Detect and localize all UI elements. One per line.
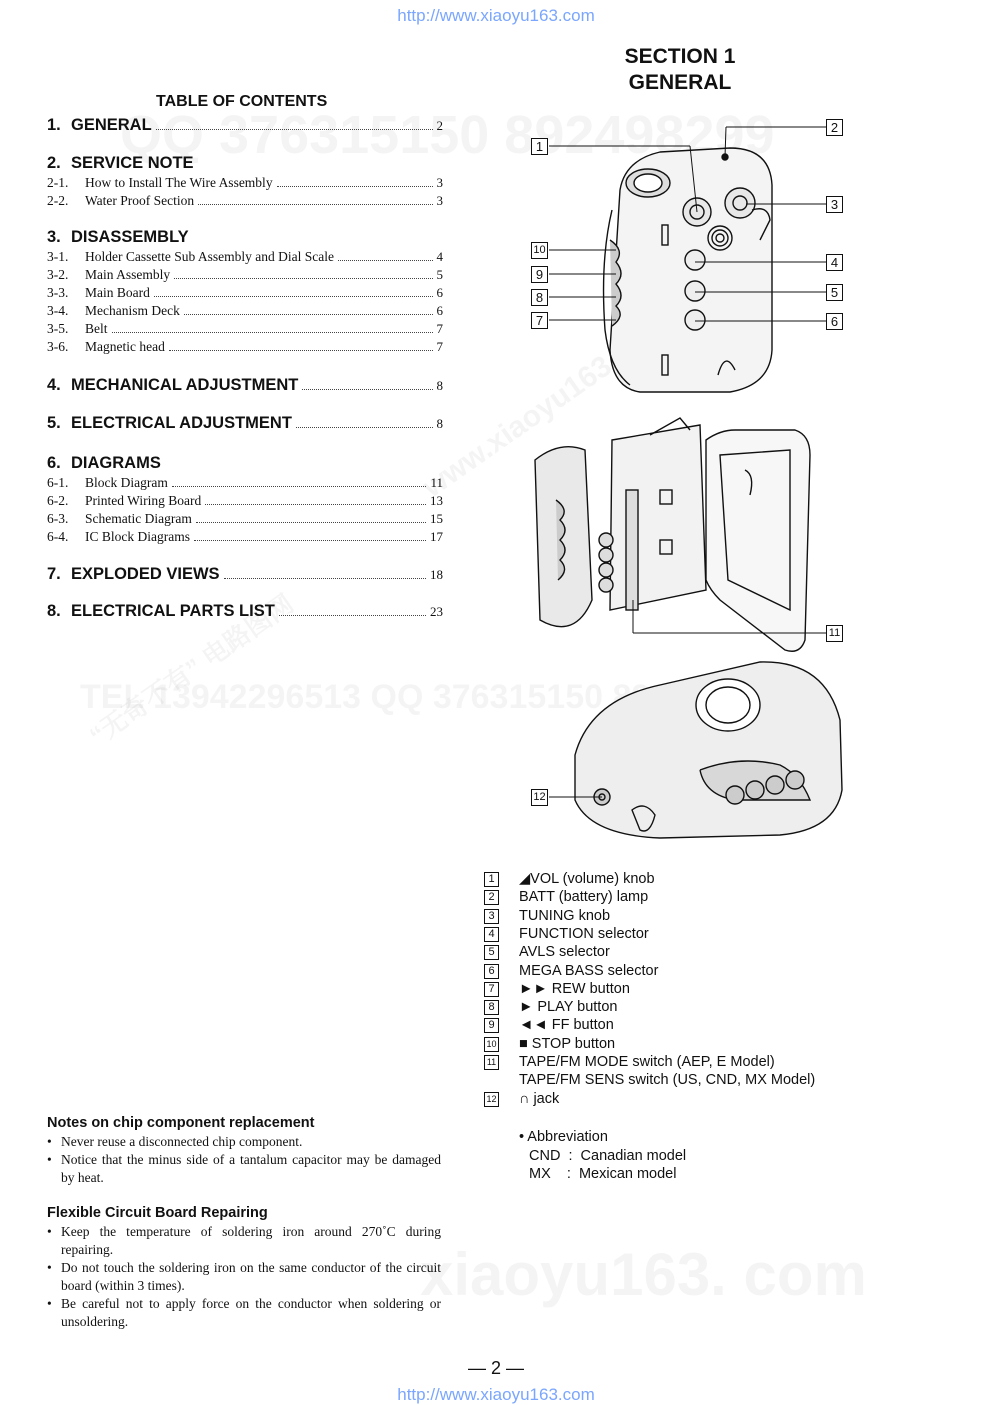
toc-num: 5. <box>47 414 61 432</box>
toc-num: 6. <box>47 454 61 472</box>
player-front-view <box>604 148 772 392</box>
note-text: Be careful not to apply force on the conductor when soldering or unsoldering. <box>61 1296 441 1329</box>
note-text: Never reuse a disconnected chip component. <box>61 1134 303 1149</box>
legend-num: 12 <box>484 1092 499 1107</box>
toc-page: 4 <box>436 249 443 264</box>
page-number: — 2 — <box>467 1358 524 1378</box>
toc-num: 6-4. <box>47 529 69 544</box>
legend-num: 5 <box>484 945 499 960</box>
header-url[interactable]: http://www.xiaoyu163.com <box>397 6 595 25</box>
toc-label: DIAGRAMS <box>71 454 161 472</box>
legend-num: 10 <box>484 1037 499 1052</box>
callout-1: 1 <box>531 138 548 155</box>
note-text: Notice that the minus side of a tantalum capacitor may be damaged by heat. <box>61 1152 441 1185</box>
toc-page: 2 <box>436 118 443 133</box>
legend-num: 7 <box>484 982 499 997</box>
toc-label: Block Diagram <box>85 475 168 490</box>
legend-num: 6 <box>484 964 499 979</box>
toc-page: 8 <box>436 378 443 393</box>
toc-page: 6 <box>436 285 443 300</box>
legend-text: ►► REW button <box>519 980 630 997</box>
legend-num: 2 <box>484 890 499 905</box>
toc-page: 17 <box>430 529 443 544</box>
legend-num: 11 <box>484 1055 499 1070</box>
toc-label: Mechanism Deck <box>85 303 180 318</box>
toc-label: ELECTRICAL ADJUSTMENT <box>71 414 292 432</box>
toc-label: Holder Cassette Sub Assembly and Dial Scale <box>85 249 334 264</box>
legend-num: 1 <box>484 872 499 887</box>
toc-page: 7 <box>436 321 443 336</box>
toc-label: ELECTRICAL PARTS LIST <box>71 602 275 620</box>
toc-page: 15 <box>430 511 443 526</box>
toc-num: 3-3. <box>47 285 69 300</box>
flex-notes-heading: Flexible Circuit Board Repairing <box>47 1205 268 1221</box>
toc-num: 3-4. <box>47 303 69 318</box>
toc-num: 6-2. <box>47 493 69 508</box>
callout-7: 7 <box>531 312 548 329</box>
toc-label: SERVICE NOTE <box>71 154 194 172</box>
toc-label: Main Board <box>85 285 150 300</box>
toc-page: 5 <box>436 267 443 282</box>
toc-label: GENERAL <box>71 116 152 134</box>
toc-num: 6-3. <box>47 511 69 526</box>
legend-text: ∩ jack <box>519 1090 560 1107</box>
bullet: • <box>47 1224 52 1239</box>
chip-note-item <box>47 1151 441 1187</box>
callout-5: 5 <box>826 284 843 301</box>
footer-url[interactable]: http://www.xiaoyu163.com <box>397 1385 595 1404</box>
legend-text: ■ STOP button <box>519 1035 616 1052</box>
flex-note-item <box>47 1259 441 1295</box>
callout-12: 12 <box>531 789 548 806</box>
callout-9: 9 <box>531 266 548 283</box>
toc-page: 8 <box>436 416 443 431</box>
toc-num: 3-1. <box>47 249 69 264</box>
callout-6: 6 <box>826 313 843 330</box>
note-text: Keep the temperature of soldering iron around 270˚C during repairing. <box>61 1224 441 1257</box>
legend-text: AVLS selector <box>519 944 610 961</box>
toc-label: How to Install The Wire Assembly <box>85 175 273 190</box>
player-angled-view <box>575 662 842 838</box>
abbreviation-block <box>519 1128 686 1184</box>
legend-num: 8 <box>484 1000 499 1015</box>
toc-num: 1. <box>47 116 61 134</box>
bullet: • <box>47 1134 52 1149</box>
toc-num: 2. <box>47 154 61 172</box>
toc-label: EXPLODED VIEWS <box>71 565 220 583</box>
toc-page: 3 <box>436 175 443 190</box>
flex-note-item <box>47 1223 441 1259</box>
toc-label: Water Proof Section <box>85 193 195 208</box>
callout-11: 11 <box>826 625 843 642</box>
abbreviation-row: CND : Canadian model <box>529 1147 687 1164</box>
callout-10: 10 <box>531 242 548 259</box>
toc-label: Magnetic head <box>85 339 165 354</box>
legend-text: TAPE/FM MODE switch (AEP, E Model) <box>519 1054 775 1070</box>
toc-num: 3. <box>47 228 61 246</box>
toc-page: 13 <box>430 493 443 508</box>
bullet: • <box>47 1152 52 1167</box>
toc-label: Main Assembly <box>85 267 171 282</box>
toc-page: 6 <box>436 303 443 318</box>
toc-label: Schematic Diagram <box>85 511 192 526</box>
toc-label: DISASSEMBLY <box>71 228 189 246</box>
legend-text: ► PLAY button <box>519 999 618 1016</box>
bullet: • <box>47 1260 52 1275</box>
toc-num: 2-2. <box>47 193 69 208</box>
toc-num: 2-1. <box>47 175 69 190</box>
legend-text: TAPE/FM SENS switch (US, CND, MX Model) <box>519 1072 816 1089</box>
legend-text: ◄◄ FF button <box>519 1017 614 1034</box>
toc-page: 11 <box>430 475 443 490</box>
toc-label: MECHANICAL ADJUSTMENT <box>71 376 299 394</box>
legend-text: BATT (battery) lamp <box>519 889 649 906</box>
toc-page: 7 <box>436 339 443 354</box>
toc-label: Printed Wiring Board <box>85 493 202 508</box>
callout-4: 4 <box>826 254 843 271</box>
toc-num: 3-6. <box>47 339 69 354</box>
toc-num: 4. <box>47 376 61 394</box>
note-text: Do not touch the soldering iron on the same conductor of the circuit board (within 3 times). <box>61 1260 441 1293</box>
section-title: GENERAL <box>628 71 732 94</box>
player-open-view <box>535 418 810 651</box>
legend-text: ◢VOL (volume) knob <box>519 871 655 887</box>
chip-note-item <box>47 1133 441 1151</box>
toc-page: 23 <box>430 604 443 619</box>
section-number: SECTION 1 <box>624 45 736 68</box>
abbreviation-row: MX : Mexican model <box>529 1166 677 1182</box>
callout-3: 3 <box>826 196 843 213</box>
toc-num: 3-2. <box>47 267 69 282</box>
toc-label: Belt <box>85 321 108 336</box>
legend-num: 9 <box>484 1018 499 1033</box>
callout-2: 2 <box>826 119 843 136</box>
toc-label: IC Block Diagrams <box>85 529 190 544</box>
callout-8: 8 <box>531 289 548 306</box>
toc-num: 7. <box>47 565 61 583</box>
abbreviation-title: • Abbreviation <box>519 1129 608 1145</box>
flex-note-item <box>47 1295 441 1331</box>
toc-num: 8. <box>47 602 61 620</box>
toc-num: 6-1. <box>47 475 69 490</box>
legend-text: FUNCTION selector <box>519 925 649 942</box>
bullet: • <box>47 1296 52 1311</box>
legend-num: 4 <box>484 927 499 942</box>
legend-num: 3 <box>484 909 499 924</box>
toc-page: 3 <box>436 193 443 208</box>
toc-page: 18 <box>430 567 443 582</box>
toc-title: TABLE OF CONTENTS <box>156 93 328 110</box>
toc-num: 3-5. <box>47 321 69 336</box>
legend-text: TUNING knob <box>519 907 611 924</box>
legend-text: MEGA BASS selector <box>519 962 659 979</box>
chip-notes-heading: Notes on chip component replacement <box>47 1115 315 1131</box>
